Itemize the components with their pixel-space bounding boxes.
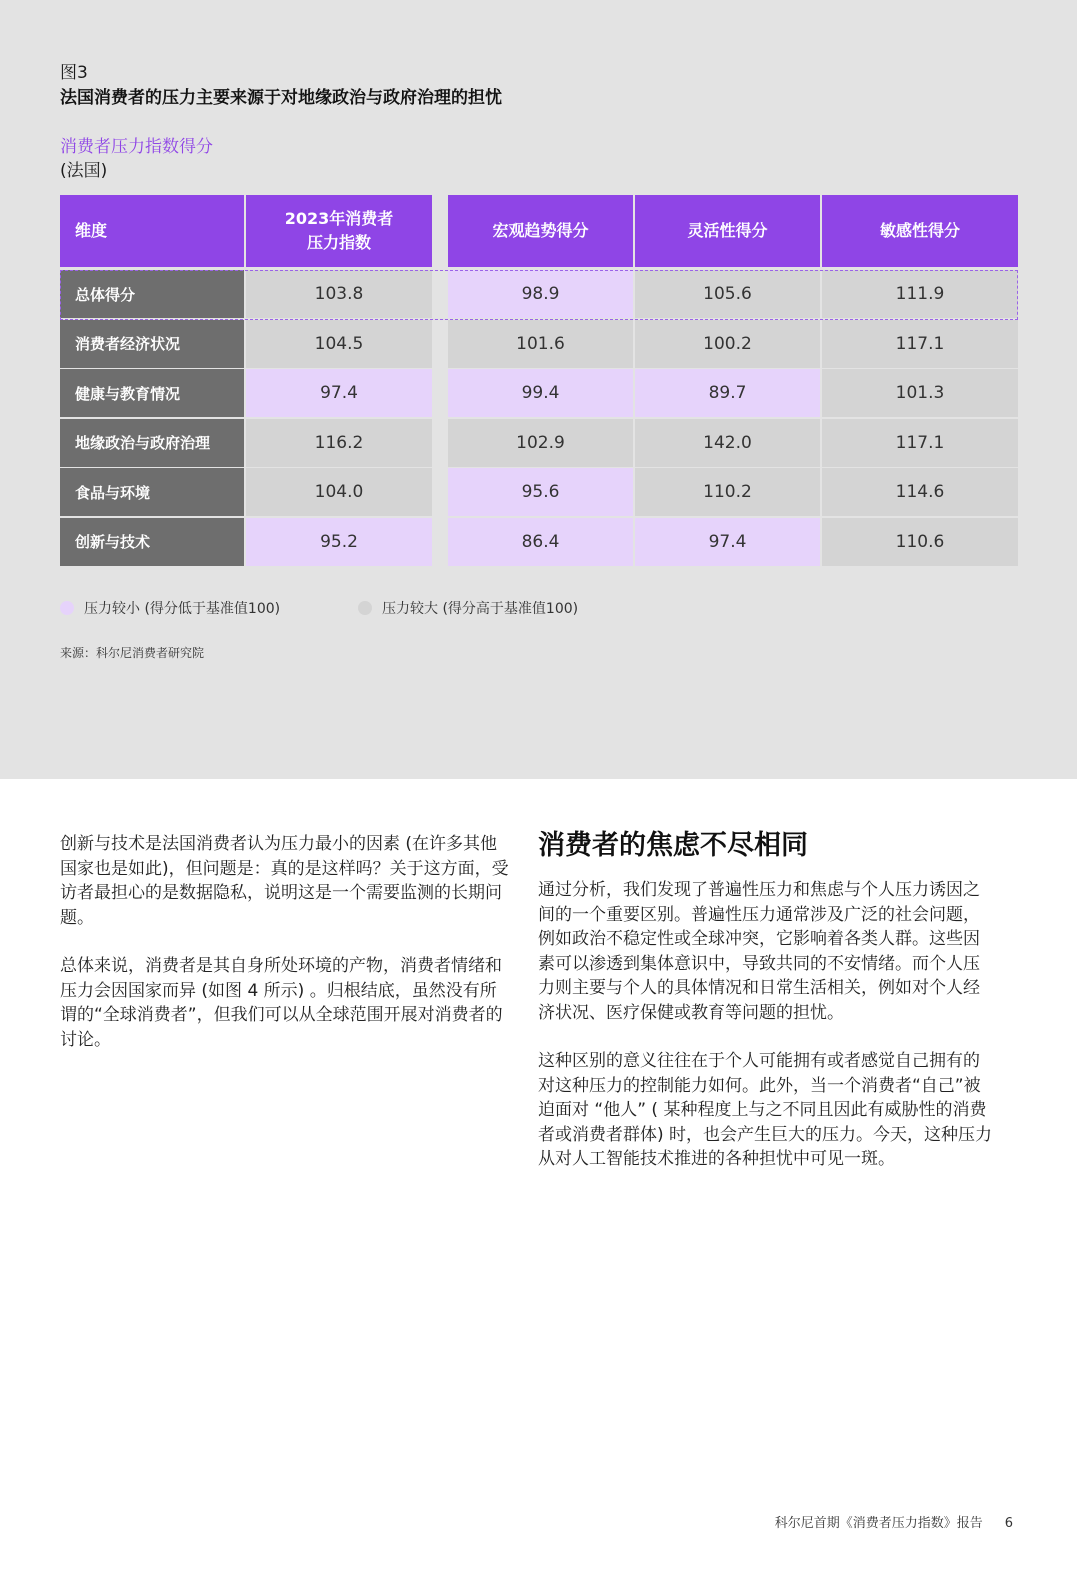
table-value-cell: 105.6 (635, 270, 820, 318)
legend-low-swatch (60, 601, 74, 615)
section-heading: 消费者的焦虑不尽相同 (538, 830, 808, 861)
table-header-cell (246, 195, 432, 267)
table-value-cell: 99.4 (448, 369, 633, 417)
table-value-cell: 86.4 (448, 518, 633, 566)
table-value-cell: 101.3 (822, 369, 1018, 417)
left-column (60, 832, 510, 1076)
table-value-cell: 97.4 (246, 369, 432, 417)
chart-subtitle: 消费者压力指数得分 (60, 137, 213, 157)
source-note: 来源：科尔尼消费者研究院 (60, 646, 205, 660)
table-value-cell: 95.2 (246, 518, 432, 566)
table-value-cell: 111.9 (822, 270, 1018, 318)
legend-low-label: 压力较小 (得分低于基准值100) (84, 601, 281, 617)
table-row-label: 地缘政治与政府治理 (60, 419, 244, 467)
left-paragraph-2: 总体来说，消费者是其自身所处环境的产物，消费者情绪和压力会因国家而异 (如图 4 所示) 。归根结底，虽然没有所谓的“全球消费者”，但我们可以从全球范围开展对消费者的讨论。 (60, 956, 503, 1050)
table-row-label: 消费者经济状况 (60, 320, 244, 368)
stress-index-table (60, 195, 1018, 571)
table-row-label: 创新与技术 (60, 518, 244, 566)
table-row-label: 健康与教育情况 (60, 369, 244, 417)
table-value-cell: 110.2 (635, 468, 820, 516)
figure-number: 图3 (60, 63, 88, 83)
figure-title: 法国消费者的压力主要来源于对地缘政治与政府治理的担忧 (60, 88, 502, 108)
table-value-cell: 116.2 (246, 419, 432, 467)
legend-low (60, 598, 280, 618)
table-header-cell: 敏感性得分 (822, 195, 1018, 267)
legend-high-label: 压力较大 (得分高于基准值100) (382, 601, 579, 617)
page-footer (775, 1512, 1013, 1531)
table-value-cell: 104.5 (246, 320, 432, 368)
report-name: 科尔尼首期《消费者压力指数》报告 (774, 1516, 983, 1531)
table-value-cell: 104.0 (246, 468, 432, 516)
chart-country: (法国) (60, 161, 108, 181)
legend-high (358, 598, 578, 618)
left-paragraph-1: 创新与技术是法国消费者认为压力最小的因素 (在许多其他国家也是如此)，但问题是：真的是这样吗？关于这方面，受访者最担心的是数据隐私，说明这是一个需要监测的长期问题。 (60, 834, 509, 928)
table-header-cell: 宏观趋势得分 (448, 195, 633, 267)
table-row-label: 食品与环境 (60, 468, 244, 516)
right-paragraph-1: 通过分析，我们发现了普遍性压力和焦虑与个人压力诱因之间的一个重要区别。普遍性压力通常涉及广泛的社会问题，例如政治不稳定性或全球冲突，它影响着各类人群。这些因素可以渗透到集体意识中，导致共同的不安情绪。而个人压力则主要与个人的具体情况和日常生活相关，例如对个人经济状况、医疗保健或教育等问题的担忧。 (538, 880, 980, 1023)
table-value-cell: 95.6 (448, 468, 633, 516)
table-value-cell: 110.6 (822, 518, 1018, 566)
table-header-cell: 灵活性得分 (635, 195, 820, 267)
table-value-cell: 117.1 (822, 320, 1018, 368)
table-value-cell: 100.2 (635, 320, 820, 368)
table-value-cell: 102.9 (448, 419, 633, 467)
right-column (538, 828, 993, 1196)
page-number: 6 (1004, 1516, 1013, 1531)
legend-high-swatch (358, 601, 372, 615)
table-value-cell: 142.0 (635, 419, 820, 467)
table-header-cell: 维度 (60, 195, 244, 267)
table-value-cell: 117.1 (822, 419, 1018, 467)
table-value-cell: 101.6 (448, 320, 633, 368)
table-header-text: 2023年消费者 压力指数 (284, 209, 394, 252)
table-value-cell: 97.4 (635, 518, 820, 566)
table-value-cell: 98.9 (448, 270, 633, 318)
table-value-cell: 89.7 (635, 369, 820, 417)
table-value-cell: 114.6 (822, 468, 1018, 516)
table-value-cell: 103.8 (246, 270, 432, 318)
table-row-label: 总体得分 (60, 270, 244, 318)
right-paragraph-2: 这种区别的意义往往在于个人可能拥有或者感觉自己拥有的对这种压力的控制能力如何。此外，当一个消费者“自己”被迫面对 “他人” ( 某种程度上与之不同且因此有威胁性的消费者或消费者群体) 时，也会产生巨大的压力。今天，这种压力从对人工智能技术推进的各种担忧中可见一斑。 (538, 1051, 993, 1169)
